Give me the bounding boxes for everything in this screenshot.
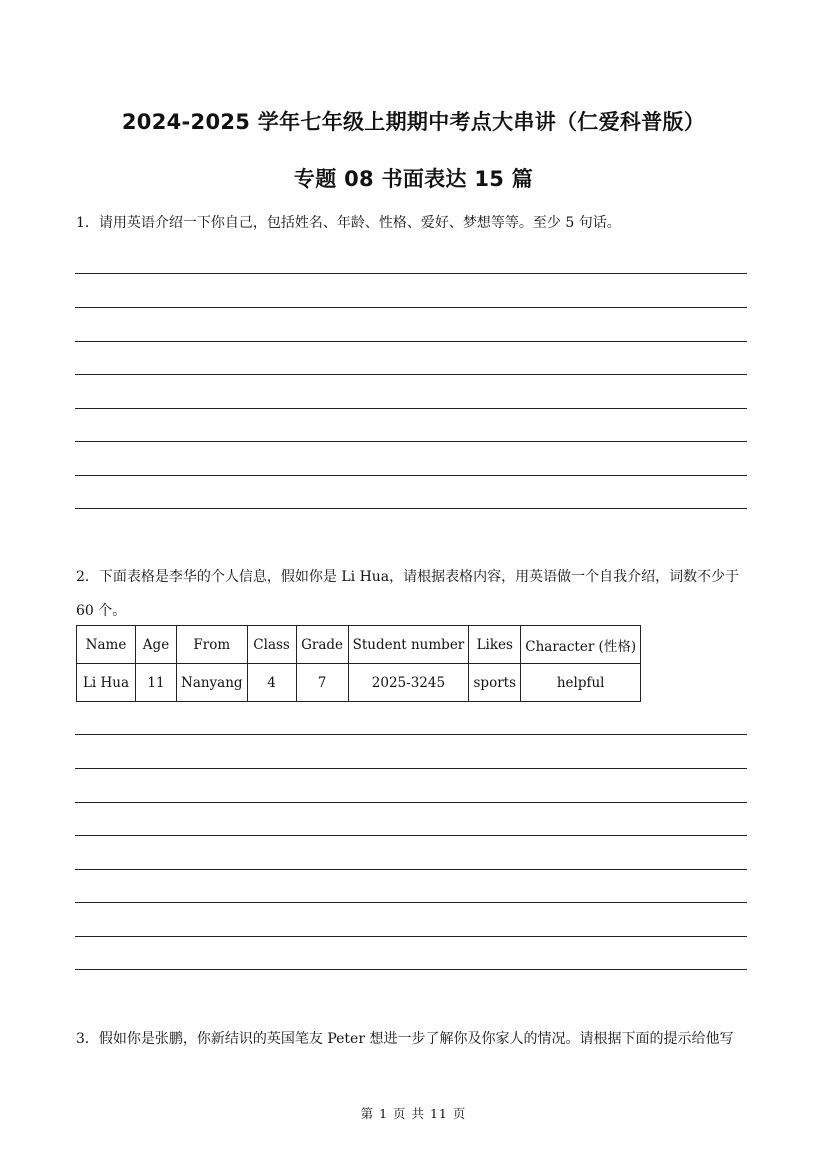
- table-cell: sports: [469, 664, 521, 702]
- personal-info-table: [76, 625, 641, 702]
- answer-line[interactable]: [75, 307, 747, 308]
- header-cell: Class: [247, 626, 296, 664]
- page-title: 2024-2025 学年七年级上期期中考点大串讲（仁爱科普版）: [121, 110, 706, 134]
- answer-line[interactable]: [75, 441, 747, 442]
- answer-line[interactable]: [75, 802, 747, 803]
- answer-line[interactable]: [75, 475, 747, 476]
- answer-line[interactable]: [75, 768, 747, 769]
- table-cell: 7: [296, 664, 348, 702]
- table-cell: helpful: [521, 664, 641, 702]
- page-subtitle: 专题 08 书面表达 15 篇: [293, 167, 534, 191]
- answer-line[interactable]: [75, 734, 747, 735]
- question-3: 3．假如你是张鹏，你新结识的英国笔友 Peter 想进一步了解你及你家人的情况。请根据下面的提示给他写: [76, 1031, 734, 1047]
- answer-line[interactable]: [75, 969, 747, 970]
- answer-line[interactable]: [75, 835, 747, 836]
- answer-line[interactable]: [75, 902, 747, 903]
- answer-line[interactable]: [75, 273, 747, 274]
- question-2: 2．下面表格是李华的个人信息，假如你是 Li Hua，请根据表格内容，用英语做一个自我介绍，词数不少于 60 个。: [76, 569, 740, 619]
- answer-line[interactable]: [75, 341, 747, 342]
- header-cell: Grade: [296, 626, 348, 664]
- header-cell: From: [177, 626, 248, 664]
- answer-line[interactable]: [75, 374, 747, 375]
- question-1: 1．请用英语介绍一下你自己，包括姓名、年龄、性格、爱好、梦想等等。至少 5 句话。: [76, 215, 621, 231]
- answer-line[interactable]: [75, 408, 747, 409]
- table-cell: 4: [247, 664, 296, 702]
- answer-line[interactable]: [75, 508, 747, 509]
- answer-line[interactable]: [75, 936, 747, 937]
- answer-line[interactable]: [75, 869, 747, 870]
- table-cell: 2025-3245: [348, 664, 469, 702]
- table-cell: Li Hua: [77, 664, 136, 702]
- table-header-row: [77, 626, 641, 664]
- table-cell: Nanyang: [177, 664, 248, 702]
- header-cell: Character (性格): [521, 626, 641, 664]
- header-cell: Name: [77, 626, 136, 664]
- header-cell: Age: [136, 626, 177, 664]
- page-number: 第 1 页 共 11 页: [360, 1106, 467, 1121]
- header-cell: Likes: [469, 626, 521, 664]
- table-cell: 11: [136, 664, 177, 702]
- header-cell: Student number: [348, 626, 469, 664]
- table-row: [77, 664, 641, 702]
